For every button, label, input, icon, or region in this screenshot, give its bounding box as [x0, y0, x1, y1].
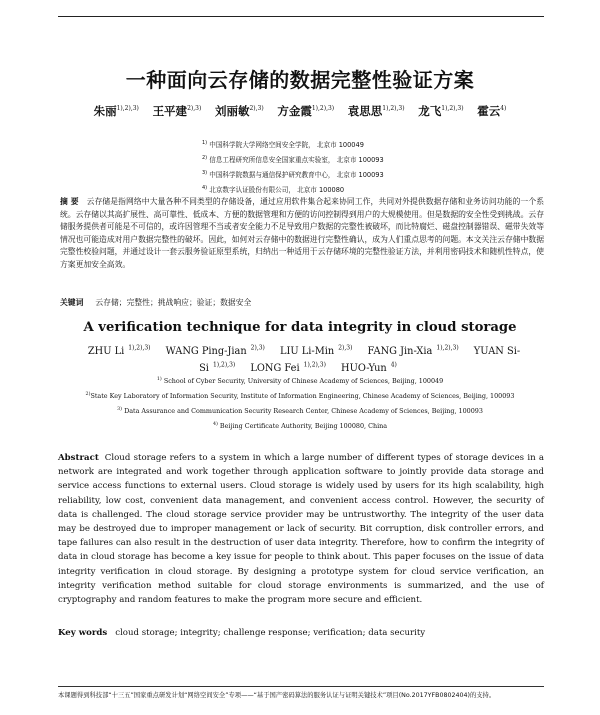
english-author-list: [70, 342, 530, 375]
chinese-abstract-label: 摘 要: [60, 197, 79, 206]
chinese-keywords-text: 云存储；完整性；挑战响应；验证；数据安全: [95, 298, 252, 307]
top-rule: [58, 16, 544, 17]
chinese-author: 王平建$^{2),3)}$: [152, 104, 202, 118]
english-affiliation: $^{4)}$ Beijing Certificate Authority, Beijing 100080, China: [212, 422, 388, 431]
english-affiliation: $^{1)}$ School of Cyber Security, University of Chinese Academy of Sciences, Beijing, 100049: [156, 377, 444, 386]
chinese-affiliation: $^{3)}$ 中国科学院数据与通信保护研究教育中心， 北京市 100093: [202, 169, 384, 179]
english-author: FANG Jin-Xia $^{1),2),3)}$: [367, 345, 459, 358]
chinese-author: 袁思思$^{1),2),3)}$: [347, 104, 405, 118]
english-affiliation: $^{2)}$State Key Laboratory of Information Security, Institute of Information Engineering, Chinese Academy of Sciences, Beijing, 100093: [85, 392, 515, 401]
english-keywords: [58, 628, 544, 638]
english-title: A verification technique for data integrity in cloud storage: [83, 320, 517, 335]
chinese-title: 一种面向云存储的数据完整性验证方案: [125, 68, 475, 92]
english-author: YUAN Si-Si $^{1),2),3)}$: [199, 346, 521, 374]
english-keywords-text: cloud storage; integrity; challenge response; verification; data security: [115, 628, 426, 638]
english-abstract: [58, 451, 544, 607]
chinese-affiliation: $^{4)}$ 北京数字认证股份有限公司， 北京市 100080: [202, 184, 345, 194]
chinese-affiliation: $^{1)}$ 中国科学院大学网络空间安全学院， 北京市 100049: [202, 139, 364, 149]
english-author: LIU Li-Min $^{2),3)}$: [280, 345, 353, 358]
chinese-keywords-label: 关键词: [60, 298, 84, 307]
chinese-author: 刘丽敏$^{2),3)}$: [214, 104, 264, 118]
english-affiliation: $^{3)}$ Data Assurance and Communication Security Research Center, Chinese Academy of Sciences, Beijing, 100093: [117, 407, 483, 416]
chinese-author-list: [60, 103, 540, 119]
chinese-author: 方金霞$^{1),2),3)}$: [277, 104, 335, 118]
chinese-affiliation: $^{2)}$ 信息工程研究所信息安全国家重点实验室， 北京市 100093: [202, 154, 384, 164]
funding-footnote: 本课题得到科技部“十三五”国家重点研发计划“网络空间安全”专项——“基于国产密码算法的服务认证与证明关键技术”项目(No.2017YFB0802404)的支持。: [58, 692, 496, 699]
chinese-keywords: [60, 297, 544, 308]
chinese-author: 朱丽$^{1),2),3)}$: [93, 104, 139, 118]
english-author: WANG Ping-Jian $^{2),3)}$: [165, 345, 265, 358]
chinese-author: 龙飞$^{1),2),3)}$: [418, 104, 464, 118]
chinese-abstract: [60, 196, 544, 272]
chinese-abstract-text: 云存储是指网络中大量各种不同类型的存储设备，通过应用软件集合起来协同工作，共同对外提供数据存储和业务访问功能的一个系统。云存储以其高扩展性、高可靠性、低成本、方便的数据管理和方便的访问控制得到用户的大规模使用。但是数据的安全性受到挑战。云存储服务提供者可能是不可信的，或许因管理不当或者安全能力不足导致用户数据的完整性被破坏，而比特腐烂、磁盘控制器错误、磁带失效等情况也可能造成对用户数据完整性的破坏。因此，如何对云存储中的数据进行完整性确认，成为人们重点思考的问题。本文关注云存储中数据完整性校验问题，并通过设计一套云服务验证原型系统，归纳出一种适用于云存储环境的完整性验证方法，并利用密码技术和随机性特点，使方案更加安全高效。: [60, 197, 545, 269]
english-abstract-label: Abstract: [58, 453, 99, 463]
english-author: LONG Fei $^{1),2),3)}$: [250, 361, 326, 374]
english-author: HUO-Yun $^{4)}$: [341, 361, 397, 374]
english-abstract-text: Cloud storage refers to a system in which a large number of different types of storage devices in a network are integrated and work together through application software to jointly provide data storage and service access functions to external users. Cloud storage is widely used by users for its high scalability, high reliability, low cost, convenient data management, and convenient access control. However, the security of data is challenged. The cloud storage service provider may be untrustworthy. The integrity of the user data may be destroyed due to improper management or lack of security. Bit corruption, disk controller errors, and tape failures can also result in the destruction of user data integrity. Therefore, how to confirm the integrity of data in cloud storage has become a key issue for people to think about. This paper focuses on the issue of data integrity verification in cloud storage. By designing a prototype system for cloud service verification, an integrity verification method suitable for cloud storage environments is summarized, and the use of cryptography and random features to make the program more secure and efficient.: [58, 453, 544, 606]
chinese-author: 霍云$^{4)}$: [477, 104, 507, 118]
english-author: ZHU Li $^{1),2),3)}$: [87, 345, 151, 358]
footnote-rule: [58, 686, 544, 687]
english-keywords-label: Key words: [58, 628, 108, 638]
